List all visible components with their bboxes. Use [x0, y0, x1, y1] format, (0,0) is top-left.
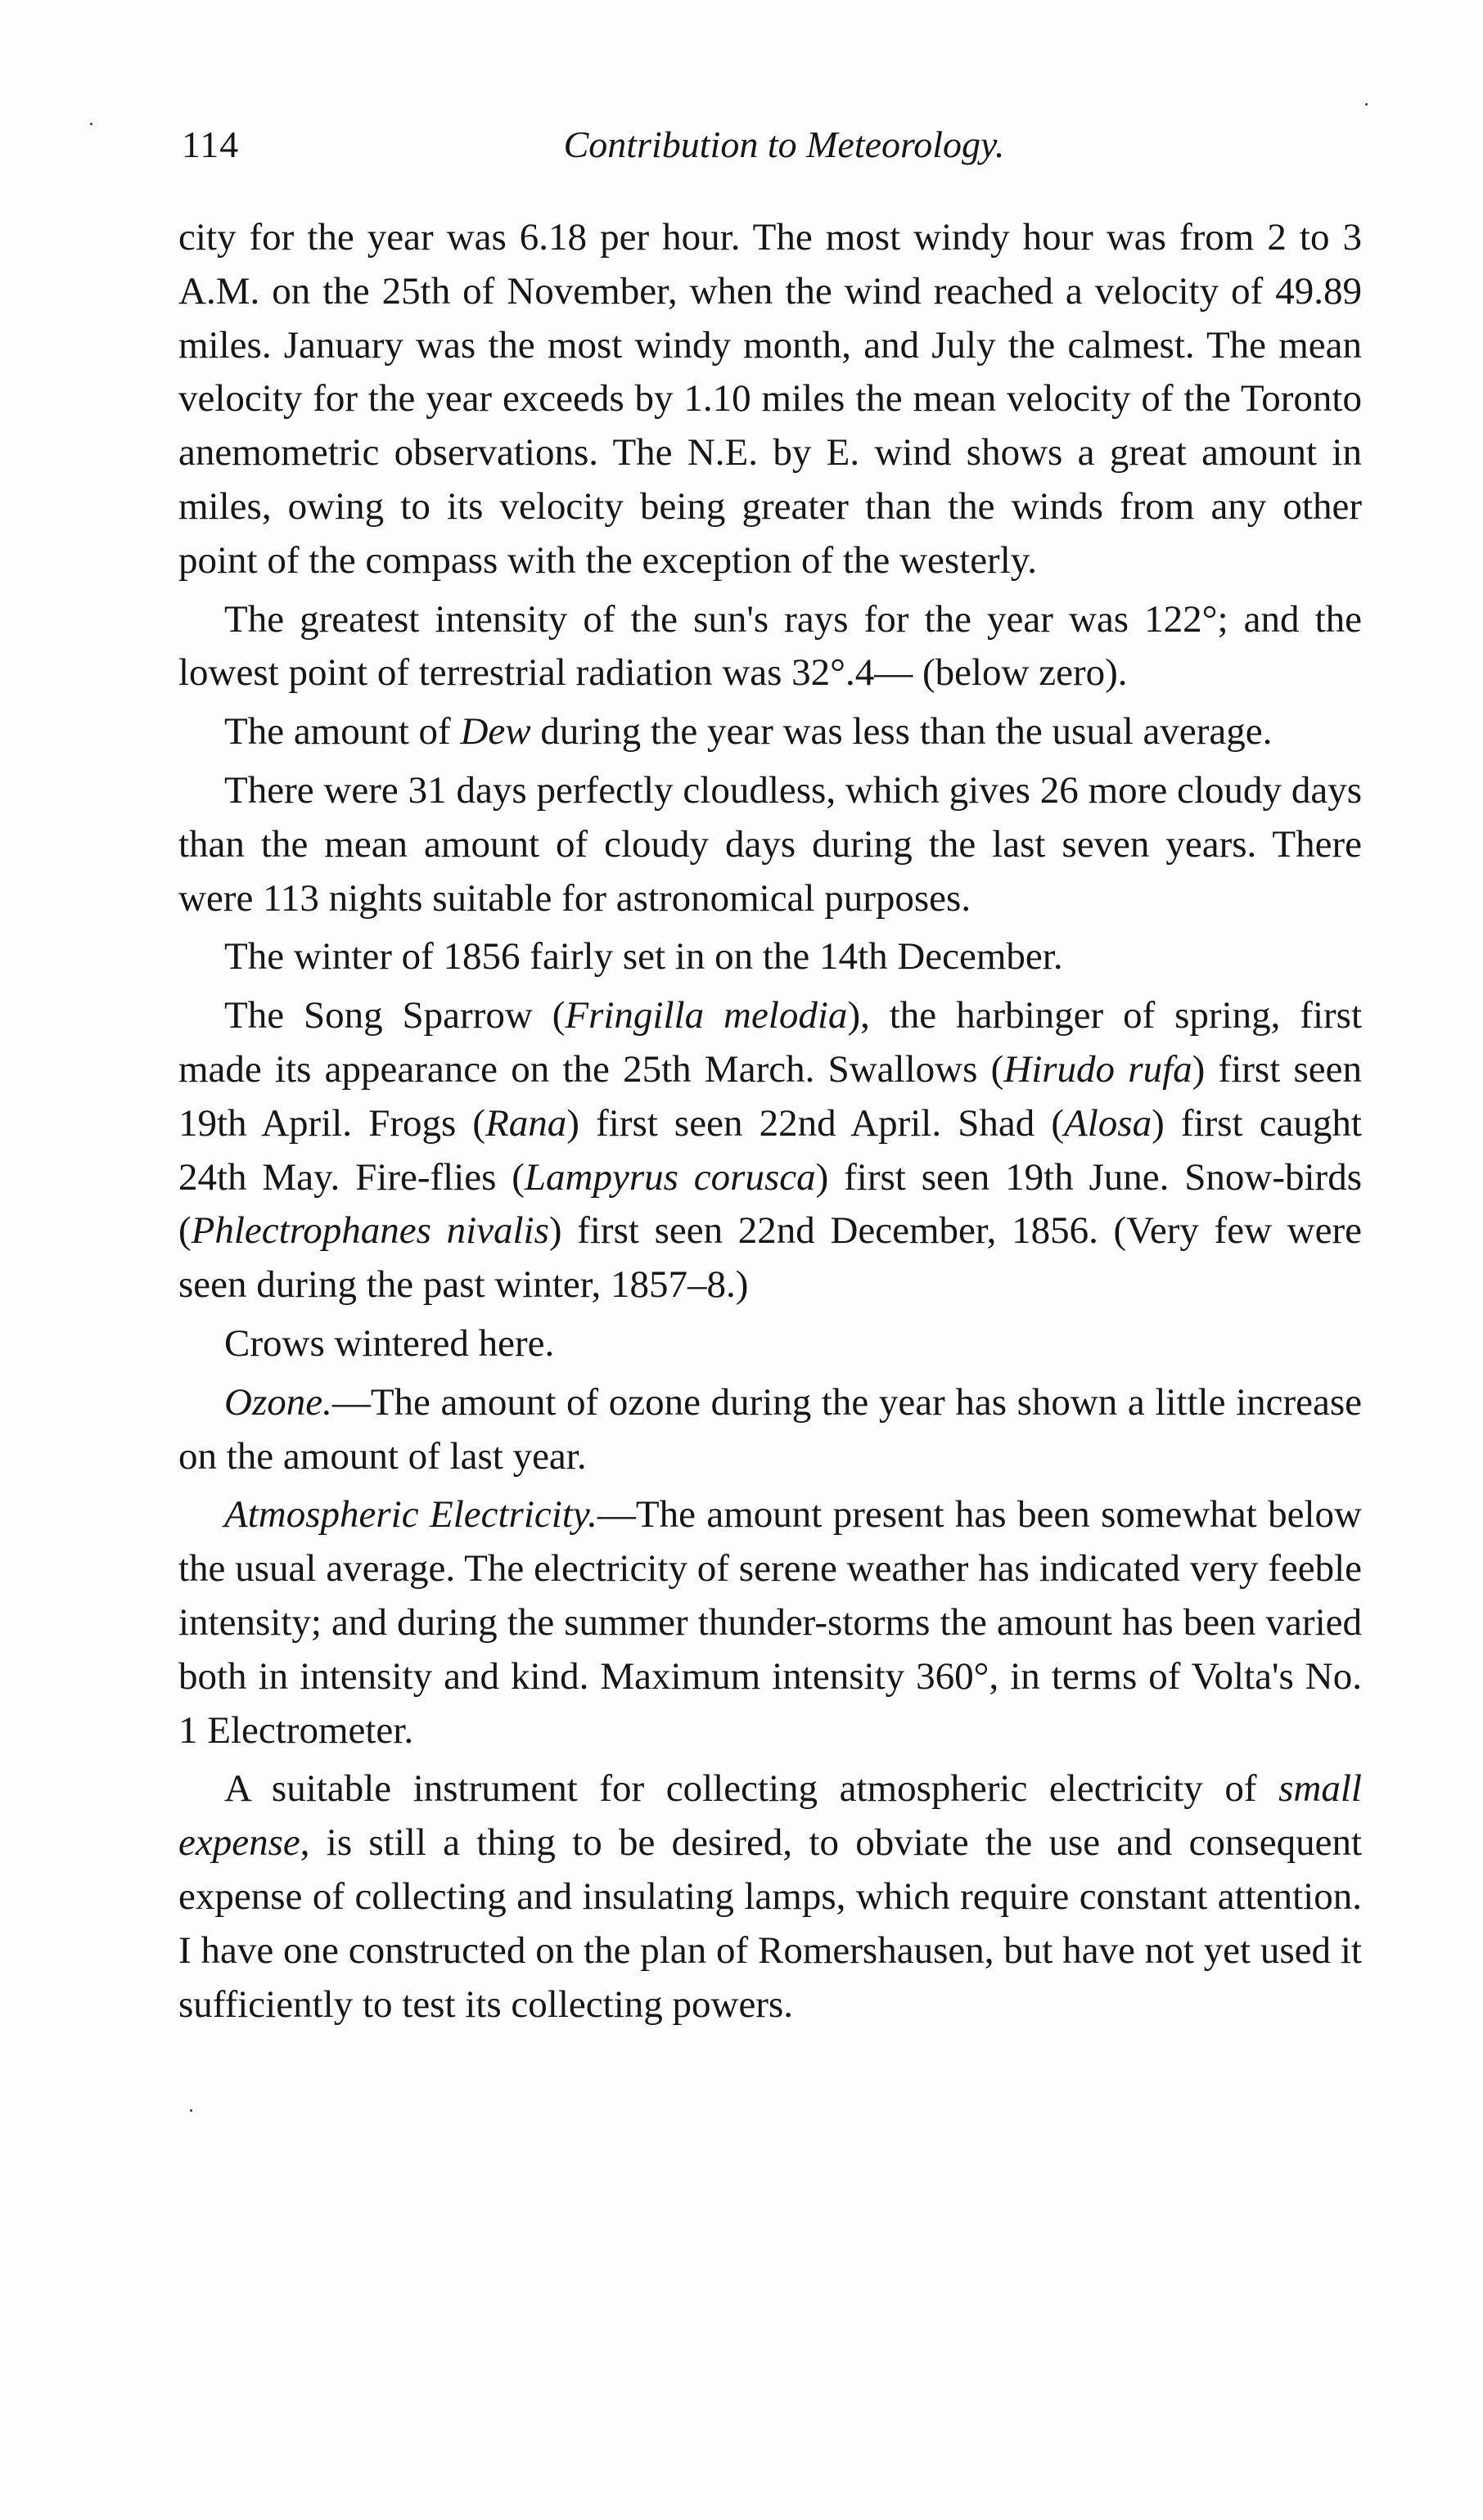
- text-run: , is still a thing to be desired, to obviate the use and consequent expense of collecting and insulating lamps, which require constant attention. I have one constructed on the plan of Romershausen, but have not yet used it sufficiently to test its collecting powers.: [178, 1821, 1362, 2026]
- text-run: There were 31 days perfectly cloudless, which gives 26 more cloudy days than the mean amount of cloudy days during the last seven years. There were 113 nights suitable for astronomical purposes.: [178, 768, 1362, 920]
- page-number: 114: [182, 124, 240, 165]
- paper-speck: [1365, 103, 1368, 106]
- text-run: ) first caught 24th May. Fire-flies (: [178, 1101, 1362, 1199]
- text-run: —The amount present has been somewhat below the usual average. The electricity of serene weather has indicated very feeble intensity; and during the summer thunder-storms the amount has been varied both in intensity and kind. Maximum intensity 360°, in terms of Volta's No. 1 Electrometer.: [178, 1493, 1362, 1752]
- italic-text: Alosa: [1064, 1101, 1152, 1145]
- text-run: —The amount of ozone during the year has shown a little increase on the amount of last year.: [178, 1380, 1362, 1478]
- text-run: ) first seen 19th April. Frogs (: [178, 1047, 1363, 1145]
- italic-text: Hirudo rufa: [1003, 1047, 1192, 1091]
- body-text: [178, 211, 1362, 2036]
- paragraph: [178, 593, 1362, 701]
- paragraph: [178, 930, 1362, 984]
- running-title: Contribution to Meteorology.: [563, 124, 1005, 165]
- italic-text: Atmospheric Electricity.: [224, 1493, 597, 1537]
- text-run: ) first seen 19th June. Snow-birds (: [178, 1155, 1362, 1253]
- paragraph: [178, 989, 1362, 1312]
- paragraph: [178, 1317, 1362, 1371]
- text-run: ) first seen 22nd December, 1856. (Very few were seen during the past winter, 1857–8.): [178, 1209, 1362, 1307]
- text-run: A suitable instrument for collecting atmospheric electricity of: [224, 1767, 1279, 1811]
- text-run: The winter of 1856 fairly set in on the 14th December.: [224, 935, 1063, 979]
- text-run: during the year was less than the usual average.: [530, 710, 1273, 754]
- paper-speck: [190, 2109, 192, 2112]
- text-run: city for the year was 6.18 per hour. The most windy hour was from 2 to 3 A.M. on the 25th of November, when the wind reached a velocity of 49.89 miles. January was the most windy month, and July the calmest. The mean velocity for the year exceeds by 1.10 miles the mean velocity of the Toronto anemometric observations. The N.E. by E. wind shows a great amount in miles, owing to its velocity being greater than the winds from any other point of the compass with the exception of the westerly.: [178, 216, 1362, 582]
- italic-text: Rana: [485, 1101, 567, 1145]
- paragraph: [178, 705, 1362, 759]
- text-run: The Song Sparrow (: [224, 994, 566, 1037]
- text-run: Crows wintered here.: [224, 1321, 555, 1365]
- italic-text: Lampyrus corusca: [524, 1155, 816, 1199]
- text-run: ) first seen 22nd April. Shad (: [566, 1101, 1065, 1145]
- text-run: ), the harbinger of spring, first made its appearance on the 25th March. Swallows (: [178, 994, 1363, 1091]
- paragraph: [178, 1376, 1362, 1484]
- text-run: The amount of: [224, 710, 461, 754]
- paragraph: [178, 764, 1362, 925]
- paragraph: [178, 1762, 1362, 2032]
- text-run: The greatest intensity of the sun's rays for the year was 122°; and the lowest point of terrestrial radiation was 32°.4— (below zero).: [178, 597, 1362, 695]
- page-header: [178, 123, 1357, 180]
- italic-text: Fringilla melodia: [565, 994, 848, 1037]
- italic-text: Ozone.: [224, 1380, 332, 1424]
- italic-text: Dew: [460, 710, 531, 754]
- paragraph: [178, 211, 1362, 588]
- italic-text: small expense: [178, 1767, 1362, 1865]
- paper-speck: [90, 123, 92, 125]
- italic-text: Phlectrophanes nivalis: [191, 1209, 549, 1253]
- paragraph: [178, 1488, 1362, 1757]
